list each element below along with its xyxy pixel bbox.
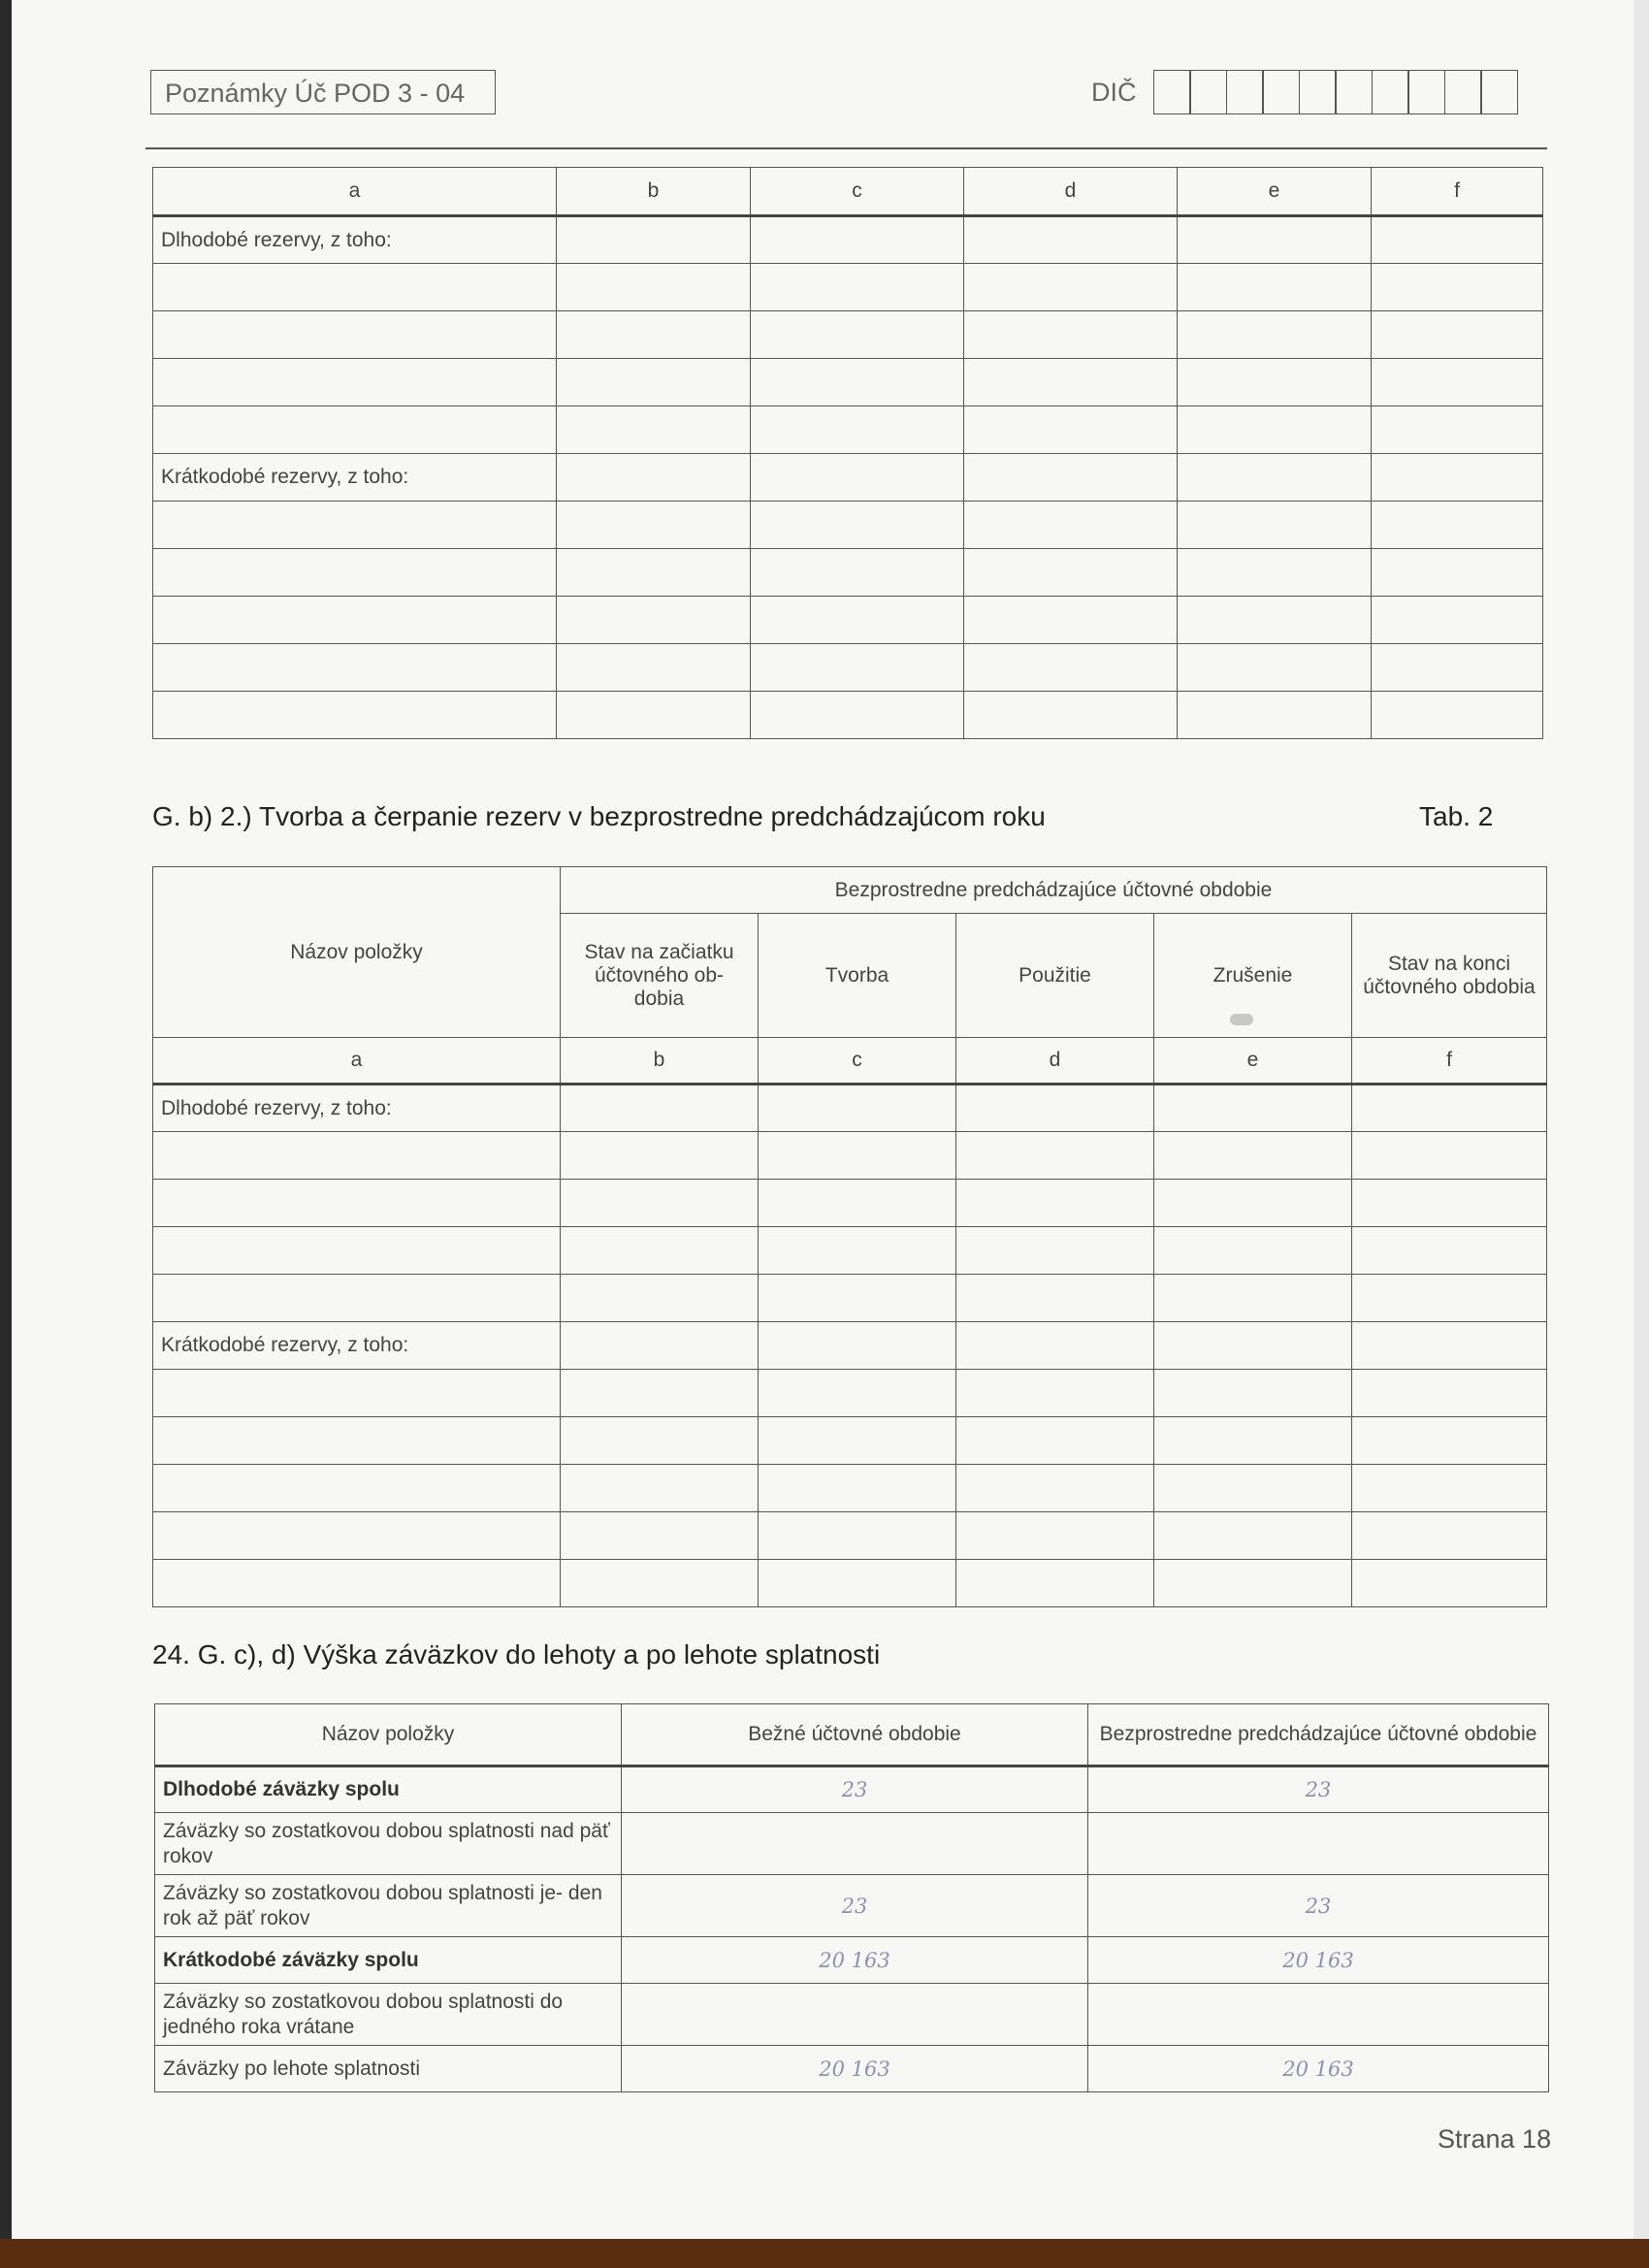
table-row [153, 1417, 1547, 1465]
value-cell[interactable] [964, 644, 1178, 692]
row-label [153, 1227, 561, 1275]
value-cell[interactable] [964, 454, 1178, 502]
value-cell[interactable] [1178, 644, 1372, 692]
dic-digit-box[interactable] [1407, 70, 1445, 114]
row-label [153, 1417, 561, 1465]
table-row [153, 1512, 1547, 1560]
value-cell[interactable] [964, 597, 1178, 644]
column-letter: a [153, 1038, 561, 1085]
value-cell[interactable] [1154, 1512, 1352, 1560]
value-cell[interactable] [1178, 406, 1372, 454]
dic-label: DIČ [1091, 78, 1137, 107]
column-header: Bezprostredne predchádzajúce účtovné obdobie [1088, 1704, 1549, 1766]
value-cell[interactable] [561, 1132, 759, 1180]
value-cell[interactable] [557, 311, 751, 359]
column-letter-row [153, 1038, 1547, 1085]
value-cell[interactable] [1178, 359, 1372, 406]
value-cell[interactable] [1372, 454, 1543, 502]
header-row [155, 1704, 1549, 1766]
value-cell[interactable] [557, 406, 751, 454]
current-period-value[interactable]: 23 [622, 1766, 1088, 1813]
group-header: Bezprostredne predchádzajúce účtovné obdobie [561, 867, 1547, 914]
value-cell[interactable] [557, 692, 751, 739]
form-label: Poznámky Úč POD 3 - 04 [150, 70, 496, 114]
value-cell[interactable] [759, 1322, 956, 1370]
row-label [153, 406, 557, 454]
value-cell[interactable] [751, 502, 964, 549]
scan-edge [1633, 0, 1649, 2239]
value-cell[interactable] [956, 1132, 1154, 1180]
table-row [153, 1322, 1547, 1370]
value-cell[interactable] [964, 311, 1178, 359]
value-cell[interactable] [759, 1180, 956, 1227]
table-row [155, 1984, 1549, 2046]
value-cell[interactable] [561, 1322, 759, 1370]
value-cell[interactable] [561, 1370, 759, 1417]
dic-digit-box[interactable] [1372, 70, 1409, 114]
value-cell[interactable] [1352, 1085, 1547, 1132]
row-label: Krátkodobé rezervy, z toho: [153, 454, 557, 502]
row-label [153, 1512, 561, 1560]
table-row [153, 692, 1543, 739]
previous-period-value[interactable]: 20 163 [1088, 2046, 1549, 2092]
column-letter: e [1178, 168, 1372, 216]
value-cell[interactable] [956, 1227, 1154, 1275]
table-row [153, 1132, 1547, 1180]
value-cell[interactable] [759, 1370, 956, 1417]
value-cell[interactable] [1178, 549, 1372, 597]
column-header: Použitie [956, 914, 1154, 1038]
column-header: Zrušenie [1154, 914, 1352, 1038]
tab-label: Tab. 2 [1419, 801, 1494, 831]
value-cell[interactable] [751, 644, 964, 692]
value-cell[interactable] [557, 644, 751, 692]
value-cell[interactable] [964, 406, 1178, 454]
column-letter: b [561, 1038, 759, 1085]
column-letter-row [153, 168, 1543, 216]
column-letter: d [964, 168, 1178, 216]
column-letter: d [956, 1038, 1154, 1085]
table-row [155, 1937, 1549, 1984]
table-row [153, 549, 1543, 597]
value-cell[interactable] [557, 264, 751, 311]
current-period-value[interactable]: 23 [622, 1875, 1088, 1937]
value-cell[interactable] [1372, 264, 1543, 311]
value-cell[interactable] [1352, 1132, 1547, 1180]
value-cell[interactable] [751, 264, 964, 311]
value-cell[interactable] [759, 1417, 956, 1465]
table-row [153, 264, 1543, 311]
row-label [153, 1465, 561, 1512]
liabilities-table [154, 1703, 1549, 2092]
table-row [153, 1275, 1547, 1322]
column-letter: f [1372, 168, 1543, 216]
row-label: Krátkodobé rezervy, z toho: [153, 1322, 561, 1370]
table-row [153, 1180, 1547, 1227]
value-cell[interactable] [759, 1132, 956, 1180]
reserves-table-1 [152, 167, 1543, 739]
value-cell[interactable] [964, 549, 1178, 597]
table-row [153, 1560, 1547, 1607]
table-row [155, 1766, 1549, 1813]
value-cell[interactable] [751, 549, 964, 597]
value-cell[interactable] [1178, 264, 1372, 311]
table-row [153, 1085, 1547, 1132]
value-cell[interactable] [1352, 1465, 1547, 1512]
value-cell[interactable] [964, 692, 1178, 739]
value-cell[interactable] [759, 1227, 956, 1275]
column-header: Stav na konci účtovného obdobia [1352, 914, 1547, 1038]
header-rule [146, 147, 1547, 149]
previous-period-value[interactable]: 20 163 [1088, 1937, 1549, 1984]
value-cell[interactable] [1178, 216, 1372, 264]
value-cell[interactable] [1154, 1132, 1352, 1180]
row-label: Dlhodobé rezervy, z toho: [153, 216, 557, 264]
value-cell[interactable] [557, 597, 751, 644]
value-cell[interactable] [1178, 692, 1372, 739]
row-label [153, 1370, 561, 1417]
row-label [153, 311, 557, 359]
column-letter: c [751, 168, 964, 216]
value-cell[interactable] [956, 1085, 1154, 1132]
row-label: Záväzky po lehote splatnosti [155, 2046, 622, 2092]
table-row [153, 1465, 1547, 1512]
value-cell[interactable] [759, 1512, 956, 1560]
value-cell[interactable] [759, 1085, 956, 1132]
value-cell[interactable] [1352, 1560, 1547, 1607]
table-row [153, 216, 1543, 264]
scan-background [0, 2239, 1649, 2268]
value-cell[interactable] [557, 359, 751, 406]
value-cell[interactable] [1178, 597, 1372, 644]
value-cell[interactable] [561, 1180, 759, 1227]
value-cell[interactable] [964, 359, 1178, 406]
value-cell[interactable] [1154, 1227, 1352, 1275]
table-row [153, 406, 1543, 454]
value-cell[interactable] [1372, 359, 1543, 406]
table-row [153, 359, 1543, 406]
value-cell[interactable] [956, 1465, 1154, 1512]
table-row [153, 597, 1543, 644]
row-label [153, 692, 557, 739]
current-period-value[interactable] [622, 1984, 1088, 2046]
row-label [153, 359, 557, 406]
group-header-row [153, 867, 1547, 914]
page-number: Strana 18 [1438, 2124, 1552, 2154]
previous-period-value[interactable] [1088, 1813, 1549, 1875]
value-cell[interactable] [1154, 1560, 1352, 1607]
value-cell[interactable] [1352, 1512, 1547, 1560]
previous-period-value[interactable]: 23 [1088, 1875, 1549, 1937]
row-label: Krátkodobé záväzky spolu [155, 1937, 622, 1984]
value-cell[interactable] [1372, 597, 1543, 644]
value-cell[interactable] [561, 1417, 759, 1465]
name-header: Názov položky [153, 867, 561, 1038]
value-cell[interactable] [1372, 549, 1543, 597]
value-cell[interactable] [561, 1227, 759, 1275]
column-header: Stav na začiatku účtovného ob- dobia [561, 914, 759, 1038]
column-header: Bežné účtovné obdobie [622, 1704, 1088, 1766]
row-label [153, 1180, 561, 1227]
table-row [153, 644, 1543, 692]
value-cell[interactable] [1154, 1085, 1352, 1132]
value-cell[interactable] [561, 1512, 759, 1560]
dic-digit-box[interactable] [1480, 70, 1518, 114]
row-label: Dlhodobé záväzky spolu [155, 1766, 622, 1813]
row-label [153, 1132, 561, 1180]
current-period-value[interactable]: 20 163 [622, 2046, 1088, 2092]
value-cell[interactable] [1178, 502, 1372, 549]
column-header: Názov položky [155, 1704, 622, 1766]
value-cell[interactable] [1178, 454, 1372, 502]
dic-boxes [1154, 70, 1518, 114]
value-cell[interactable] [956, 1370, 1154, 1417]
section-title-24: 24. G. c), d) Výška záväzkov do lehoty a po lehote splatnosti [152, 1639, 881, 1669]
current-period-value[interactable]: 20 163 [622, 1937, 1088, 1984]
value-cell[interactable] [1154, 1180, 1352, 1227]
dic-digit-box[interactable] [1153, 70, 1191, 114]
value-cell[interactable] [1178, 311, 1372, 359]
dic-digit-box[interactable] [1299, 70, 1337, 114]
row-label [153, 264, 557, 311]
value-cell[interactable] [1352, 1417, 1547, 1465]
table-row [155, 1813, 1549, 1875]
value-cell[interactable] [964, 502, 1178, 549]
dic-digit-box[interactable] [1226, 70, 1264, 114]
value-cell[interactable] [751, 406, 964, 454]
value-cell[interactable] [956, 1275, 1154, 1322]
previous-period-value[interactable] [1088, 1984, 1549, 2046]
row-label [153, 644, 557, 692]
value-cell[interactable] [956, 1322, 1154, 1370]
column-header: Tvorba [759, 914, 956, 1038]
current-period-value[interactable] [622, 1813, 1088, 1875]
value-cell[interactable] [751, 216, 964, 264]
row-label: Záväzky so zostatkovou dobou splatnosti nad päť rokov [155, 1813, 622, 1875]
column-letter: e [1154, 1038, 1352, 1085]
value-cell[interactable] [751, 597, 964, 644]
value-cell[interactable] [1154, 1322, 1352, 1370]
value-cell[interactable] [956, 1512, 1154, 1560]
dic-digit-box[interactable] [1189, 70, 1227, 114]
table-row [155, 1875, 1549, 1937]
row-label [153, 1275, 561, 1322]
value-cell[interactable] [557, 549, 751, 597]
row-label [153, 502, 557, 549]
value-cell[interactable] [1352, 1370, 1547, 1417]
value-cell[interactable] [1352, 1275, 1547, 1322]
value-cell[interactable] [956, 1560, 1154, 1607]
value-cell[interactable] [956, 1180, 1154, 1227]
value-cell[interactable] [557, 454, 751, 502]
value-cell[interactable] [1154, 1417, 1352, 1465]
value-cell[interactable] [1352, 1322, 1547, 1370]
dic-digit-box[interactable] [1262, 70, 1300, 114]
ink-smudge [1230, 1014, 1253, 1025]
column-letter: c [759, 1038, 956, 1085]
section-title-g-b-2: G. b) 2.) Tvorba a čerpanie rezerv v bezprostredne predchádzajúcom roku [152, 801, 1046, 831]
table-row [153, 454, 1543, 502]
dic-digit-box[interactable] [1444, 70, 1482, 114]
value-cell[interactable] [956, 1417, 1154, 1465]
table-row [153, 1227, 1547, 1275]
value-cell[interactable] [751, 692, 964, 739]
value-cell[interactable] [1372, 502, 1543, 549]
table-row [155, 2046, 1549, 2092]
row-label [153, 549, 557, 597]
column-letter: a [153, 168, 557, 216]
row-label [153, 1560, 561, 1607]
value-cell[interactable] [1154, 1465, 1352, 1512]
column-letter: f [1352, 1038, 1547, 1085]
table-row [153, 502, 1543, 549]
value-cell[interactable] [561, 1085, 759, 1132]
value-cell[interactable] [751, 359, 964, 406]
value-cell[interactable] [964, 264, 1178, 311]
table-row [153, 1370, 1547, 1417]
value-cell[interactable] [561, 1465, 759, 1512]
value-cell[interactable] [751, 454, 964, 502]
value-cell[interactable] [1352, 1180, 1547, 1227]
row-label [153, 597, 557, 644]
value-cell[interactable] [557, 216, 751, 264]
value-cell[interactable] [751, 311, 964, 359]
value-cell[interactable] [1372, 406, 1543, 454]
value-cell[interactable] [759, 1275, 956, 1322]
column-letter: b [557, 168, 751, 216]
value-cell[interactable] [1372, 311, 1543, 359]
row-label: Dlhodobé rezervy, z toho: [153, 1085, 561, 1132]
value-cell[interactable] [1352, 1227, 1547, 1275]
row-label: Záväzky so zostatkovou dobou splatnosti je- den rok až päť rokov [155, 1875, 622, 1937]
value-cell[interactable] [759, 1465, 956, 1512]
value-cell[interactable] [1372, 216, 1543, 264]
value-cell[interactable] [561, 1560, 759, 1607]
value-cell[interactable] [1372, 644, 1543, 692]
value-cell[interactable] [1372, 692, 1543, 739]
value-cell[interactable] [561, 1275, 759, 1322]
value-cell[interactable] [759, 1560, 956, 1607]
value-cell[interactable] [1154, 1370, 1352, 1417]
table-row [153, 311, 1543, 359]
value-cell[interactable] [964, 216, 1178, 264]
dic-digit-box[interactable] [1335, 70, 1373, 114]
value-cell[interactable] [1154, 1275, 1352, 1322]
reserves-table-2 [152, 866, 1547, 1607]
previous-period-value[interactable]: 23 [1088, 1766, 1549, 1813]
row-label: Záväzky so zostatkovou dobou splatnosti do jedného roka vrátane [155, 1984, 622, 2046]
value-cell[interactable] [557, 502, 751, 549]
